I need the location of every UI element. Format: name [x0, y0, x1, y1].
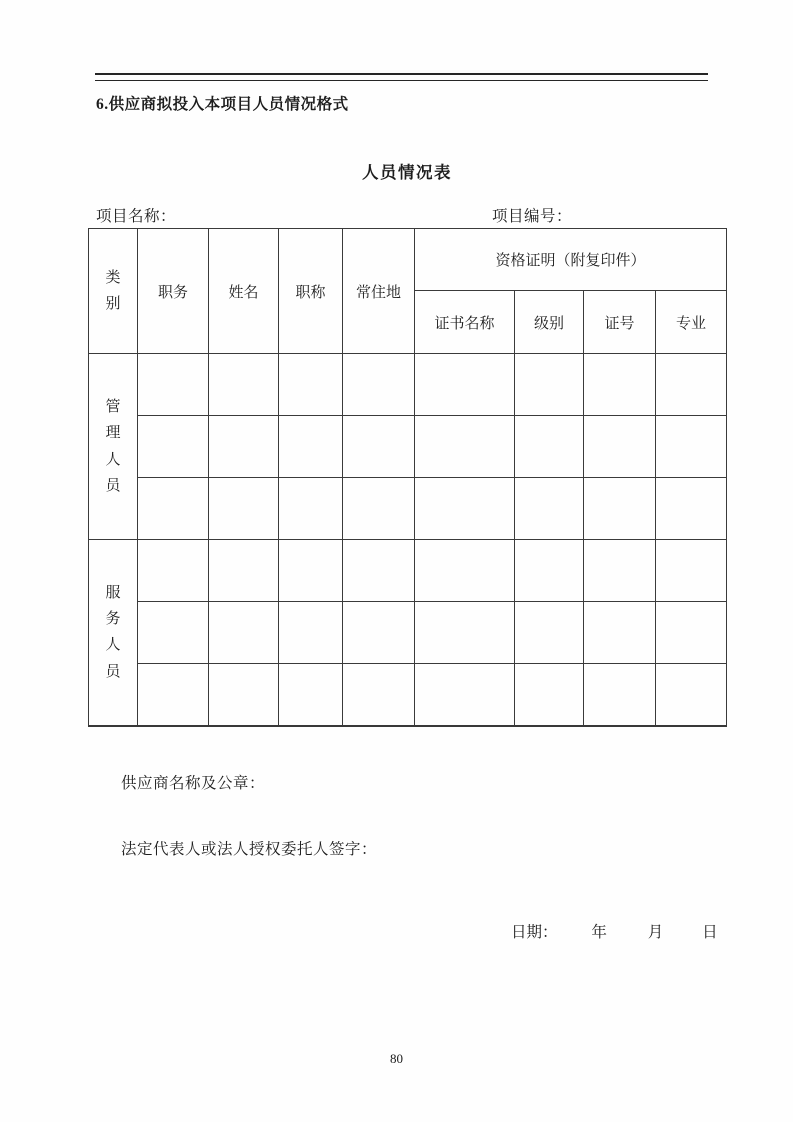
table-cell	[209, 664, 279, 726]
table-cell	[656, 664, 727, 726]
col-header-residence: 常住地	[343, 229, 415, 354]
table-cell	[656, 540, 727, 602]
table-cell	[343, 354, 415, 416]
table-cell	[515, 478, 584, 540]
supplier-seal-label: 供应商名称及公章：	[121, 775, 266, 792]
table-cell	[209, 602, 279, 664]
table-cell	[656, 478, 727, 540]
table-cell	[415, 664, 515, 726]
date-day-label: 日	[702, 924, 718, 941]
signature-label: 法定代表人或法人授权委托人签字：	[121, 841, 378, 858]
table-cell	[584, 354, 656, 416]
table-cell	[343, 664, 415, 726]
table-cell	[138, 416, 209, 478]
row-group-management	[89, 354, 138, 540]
table-cell	[656, 416, 727, 478]
col-header-name: 姓名	[209, 229, 279, 354]
table-cell	[515, 540, 584, 602]
table-cell	[656, 602, 727, 664]
table-cell	[584, 602, 656, 664]
table-cell	[138, 602, 209, 664]
table-cell	[209, 416, 279, 478]
table-cell	[138, 478, 209, 540]
project-name-label: 项目名称：	[96, 208, 177, 225]
table-cell	[138, 354, 209, 416]
table-cell	[515, 602, 584, 664]
col-header-cert-number: 证号	[584, 291, 656, 354]
table-cell	[279, 478, 343, 540]
col-header-category-label: 类别	[105, 269, 121, 312]
table-cell	[584, 540, 656, 602]
project-number-label: 项目编号：	[492, 208, 573, 225]
table-cell	[209, 540, 279, 602]
table-cell	[415, 478, 515, 540]
row-group-service-label: 服务人员	[105, 584, 121, 680]
personnel-table	[88, 228, 727, 727]
table-cell	[415, 602, 515, 664]
table-cell	[584, 664, 656, 726]
col-header-cert-level: 级别	[515, 291, 584, 354]
table-cell	[279, 664, 343, 726]
row-group-service	[89, 540, 138, 726]
page-number: 80	[390, 1051, 403, 1066]
table-cell	[515, 664, 584, 726]
table-cell	[279, 416, 343, 478]
table-cell	[584, 416, 656, 478]
table-cell	[138, 664, 209, 726]
top-double-rule	[95, 73, 708, 81]
table-cell	[279, 602, 343, 664]
table-cell	[279, 354, 343, 416]
date-year-label: 年	[591, 924, 607, 941]
date-month-label: 月	[647, 924, 664, 941]
table-cell	[415, 354, 515, 416]
col-header-job-title: 职称	[279, 229, 343, 354]
section-heading: 6.供应商拟投入本项目人员情况格式	[96, 96, 349, 113]
table-cell	[138, 540, 209, 602]
table-cell	[343, 540, 415, 602]
table-cell	[584, 478, 656, 540]
table-cell	[343, 416, 415, 478]
col-header-category	[89, 229, 138, 354]
table-cell	[415, 416, 515, 478]
table-cell	[209, 478, 279, 540]
date-line	[511, 920, 718, 942]
table-cell	[515, 354, 584, 416]
table-cell	[209, 354, 279, 416]
table-title: 人员情况表	[362, 163, 452, 182]
table-cell	[343, 602, 415, 664]
col-header-qualification-group: 资格证明（附复印件）	[415, 229, 727, 291]
table-cell	[415, 540, 515, 602]
table-cell	[279, 540, 343, 602]
table-cell	[343, 478, 415, 540]
date-label: 日期：	[511, 924, 558, 941]
col-header-cert-name: 证书名称	[415, 291, 515, 354]
table-cell	[515, 416, 584, 478]
table-cell	[656, 354, 727, 416]
row-group-management-label: 管理人员	[105, 399, 121, 494]
col-header-cert-major: 专业	[656, 291, 727, 354]
col-header-position: 职务	[138, 229, 209, 354]
